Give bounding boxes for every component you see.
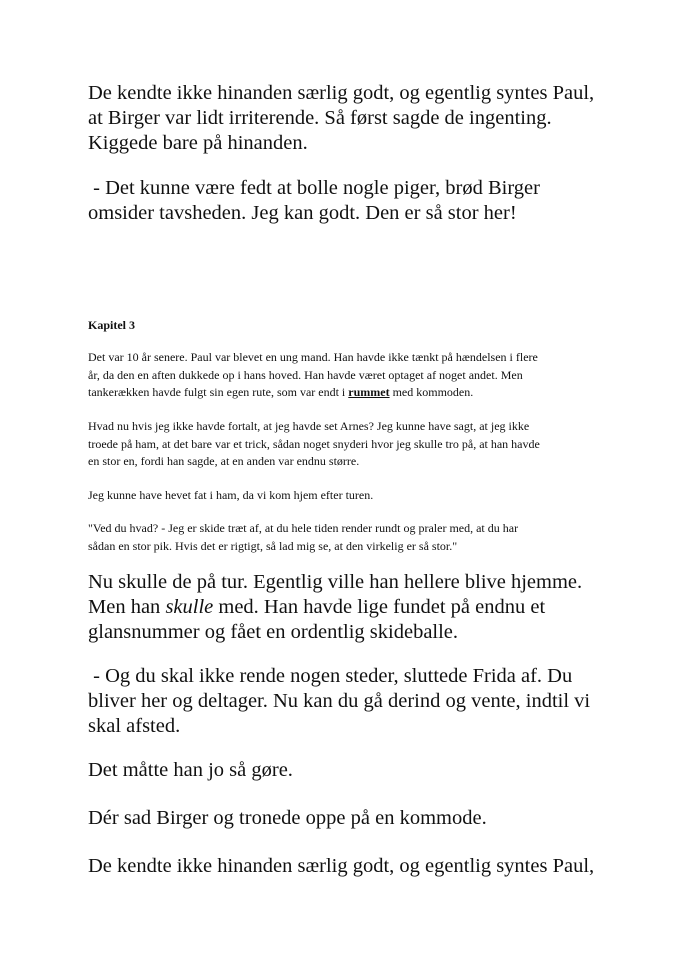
paragraph-dialogue-birger [88, 176, 648, 226]
text-line: Jeg kunne have hevet fat i ham, da vi kom hjem efter turen. [88, 488, 374, 502]
text-line: De kendte ikke hinanden særlig godt, og egentlig syntes Paul, [88, 855, 595, 877]
text-line: - Og du skal ikke rende nogen steder, sluttede Frida af. Du [88, 665, 573, 687]
text-fragment: tankerækken havde fulgt sin egen rute, som var endt i [88, 385, 349, 399]
paragraph-small-3 [88, 487, 648, 505]
text-line [88, 384, 648, 402]
text-line: en stor en, fordi han sagde, at en anden var endnu større. [88, 454, 360, 468]
paragraph-small-4 [88, 520, 648, 555]
text-line: bliver her og deltager. Nu kan du gå derind og vente, indtil vi [88, 690, 591, 712]
paragraph-repeat [88, 854, 648, 879]
text-line: Det var 10 år senere. Paul var blevet en ung mand. Han havde ikke tænkt på hændelsen i flere [88, 350, 538, 364]
text-line: glansnummer og fået en ordentlig skideballe. [88, 621, 459, 643]
text-line: troede på ham, at det bare var et trick, sådan noget snyderi hvor jeg skulle tro på, at han havde [88, 436, 540, 451]
text-fragment: med. Han havde lige fundet på endnu et [213, 596, 546, 618]
text-line [88, 595, 648, 620]
paragraph-intro [88, 81, 648, 156]
paragraph-small-1 [88, 349, 648, 402]
text-line: - Det kunne være fedt at bolle nogle piger, brød Birger [88, 177, 540, 199]
text-line: Dér sad Birger og tronede oppe på en kommode. [88, 807, 487, 829]
text-line: De kendte ikke hinanden særlig godt, og egentlig syntes Paul, [88, 82, 595, 104]
text-line: "Ved du hvad? - Jeg er skide træt af, at du hele tiden render rundt og praler med, at du har [88, 521, 519, 535]
text-line: at Birger var lidt irriterende. Så først sagde de ingenting. [88, 107, 552, 129]
text-line: Kiggede bare på hinanden. [88, 132, 308, 154]
text-fragment: Men han [88, 596, 166, 618]
text-line: skal afsted. [88, 715, 181, 737]
paragraph-dialogue-frida [88, 664, 648, 739]
paragraph-trip [88, 570, 648, 645]
text-fragment: med kommoden. [389, 385, 474, 399]
text-line: Nu skulle de på tur. Egentlig ville han hellere blive hjemme. [88, 571, 583, 593]
text-line: år, da den en aften dukkede op i hans hoved. Han havde været optaget af noget andet. Men [88, 367, 523, 382]
paragraph-short-1 [88, 758, 648, 783]
text-line: Det måtte han jo så gøre. [88, 759, 293, 781]
text-line: sådan en stor pik. Hvis det er rigtigt, så lad mig se, at den virkelig er så stor." [88, 538, 458, 553]
text-line: Hvad nu hvis jeg ikke havde fortalt, at jeg havde set Arnes? Jeg kunne have sagt, at jeg ikke [88, 419, 530, 433]
paragraph-small-2 [88, 418, 648, 471]
paragraph-short-2 [88, 806, 648, 831]
italic-word: skulle [165, 596, 214, 618]
emphasized-word: rummet [348, 385, 390, 399]
text-line: omsider tavsheden. Jeg kan godt. Den er så stor her! [88, 202, 517, 224]
chapter-heading: Kapitel 3 [88, 318, 135, 332]
